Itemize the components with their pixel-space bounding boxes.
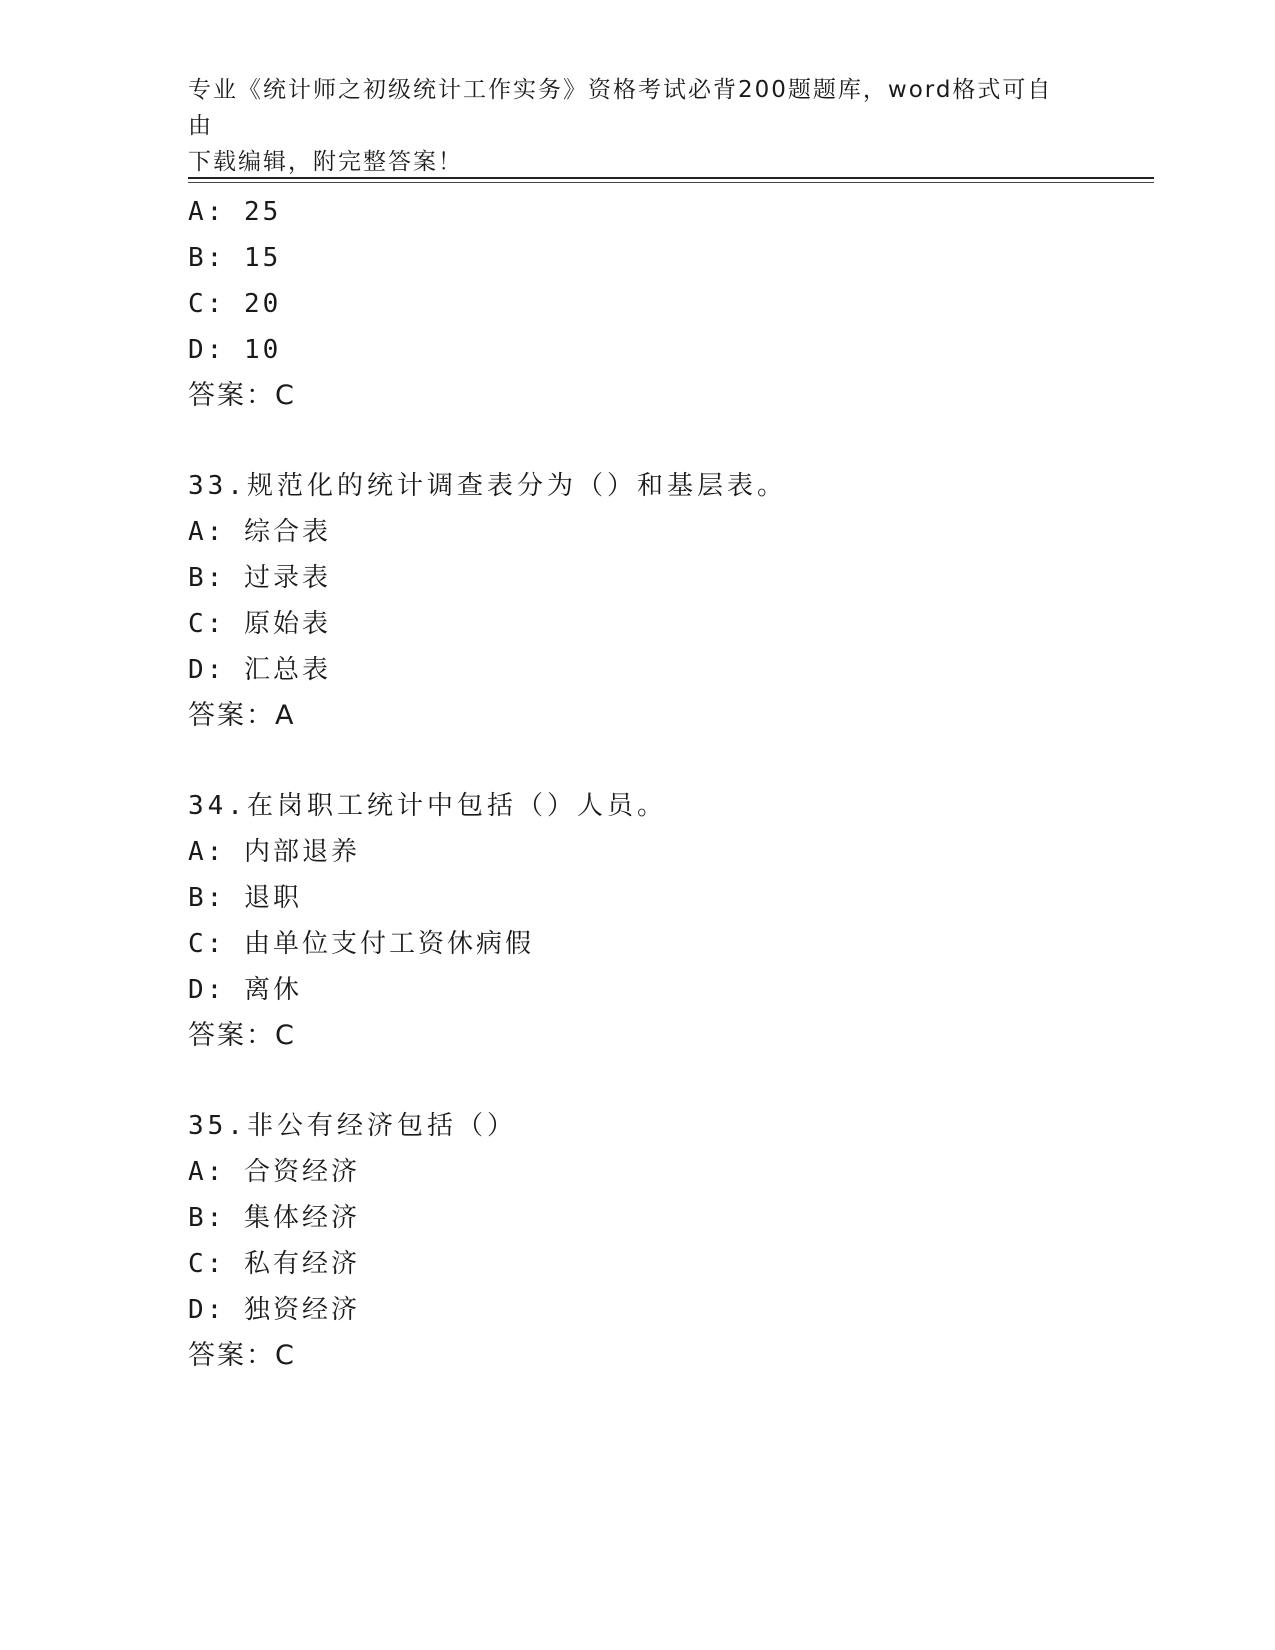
- option-c: C: 由单位支付工资休病假: [188, 929, 534, 959]
- option-c: C: 私有经济: [188, 1249, 360, 1279]
- option-a: A: 内部退养: [188, 837, 360, 867]
- question-block-34: [188, 783, 1154, 1059]
- option-a: A: 综合表: [188, 517, 331, 547]
- option-b: B: 过录表: [188, 563, 331, 593]
- option-d: D: 离休: [188, 975, 302, 1005]
- question-text: 35.非公有经济包括（）: [188, 1111, 517, 1141]
- answer-line: 答案：C: [188, 1340, 296, 1371]
- header-line-2: 下载编辑，附完整答案！: [188, 149, 463, 175]
- question-block-33: [188, 463, 1154, 739]
- question-text: 33.规范化的统计调查表分为（）和基层表。: [188, 471, 787, 501]
- answer-line: 答案：C: [188, 1020, 296, 1051]
- question-text: 34.在岗职工统计中包括（）人员。: [188, 791, 667, 821]
- option-a: A: 25: [188, 197, 282, 227]
- option-b: B: 退职: [188, 883, 302, 913]
- header-divider-thin: [188, 182, 1154, 183]
- option-d: D: 独资经济: [188, 1295, 360, 1325]
- header-divider-thick: [188, 177, 1154, 179]
- answer-line: 答案：A: [188, 700, 296, 731]
- question-list: [188, 189, 1154, 1423]
- answer-line: 答案：C: [188, 380, 296, 411]
- document-header: [188, 72, 1068, 180]
- option-d: D: 汇总表: [188, 655, 331, 685]
- question-block-35: [188, 1103, 1154, 1379]
- option-d: D: 10: [188, 335, 282, 365]
- option-c: C: 原始表: [188, 609, 331, 639]
- header-line-1: 专业《统计师之初级统计工作实务》资格考试必背200题题库，word格式可自由: [188, 77, 1053, 139]
- question-block-32: [188, 189, 1154, 419]
- option-a: A: 合资经济: [188, 1157, 360, 1187]
- option-b: B: 15: [188, 243, 282, 273]
- option-b: B: 集体经济: [188, 1203, 360, 1233]
- option-c: C: 20: [188, 289, 282, 319]
